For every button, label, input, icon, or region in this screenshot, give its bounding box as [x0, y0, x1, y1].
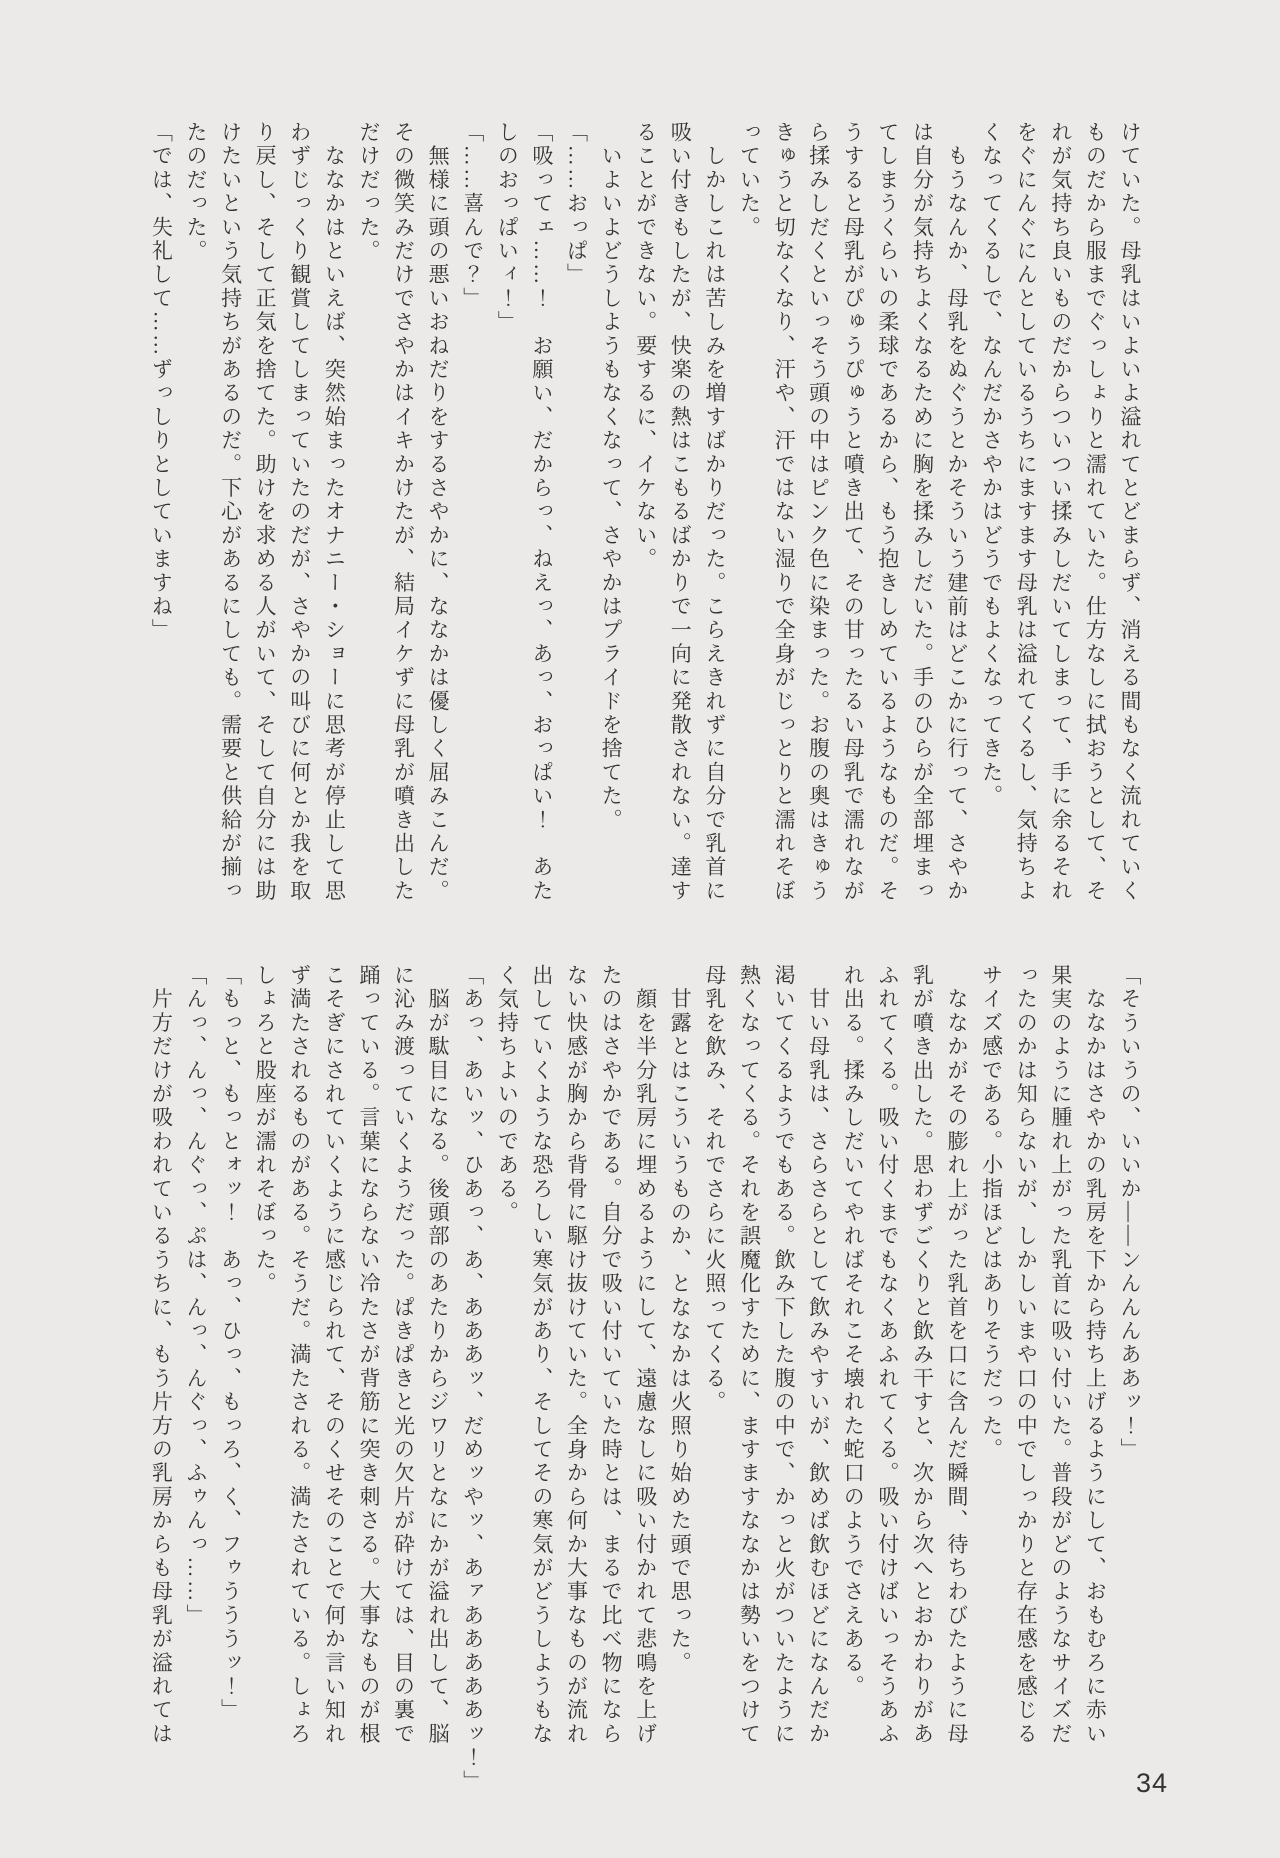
text-line: たのだった。	[183, 121, 208, 264]
text-line: ったのかは知らないが、しかしいまや口の中でしっかりと存在感を感じる	[1014, 964, 1039, 1747]
text-line: 甘い母乳は、さらさらとして飲みやすいが、飲めば飲むほどになんだか	[806, 964, 831, 1747]
text-line: れが気持ち良いものだからついつい揉みしだいてしまって、手に余るそれ	[1048, 121, 1073, 904]
text-line: もうなんか、母乳をぬぐうとかそういう建前はどこかに行って、さやか	[945, 121, 970, 904]
text-line: 「んっ、んっ、んぐっ、ぷは、んっ、んぐっ、ふゥんっ……」	[183, 964, 208, 1628]
text-line: ら揉みしだくといっそう頭の中はピンク色に染まった。お腹の奥はきゅう	[806, 121, 831, 904]
text-line: ななかがその膨れ上がった乳首を口に含んだ瞬間、待ちわびたように母	[945, 964, 970, 1747]
text-line: サイズ感である。小指ほどはありそうだった。	[979, 964, 1004, 1462]
text-line: 甘露とはこういうものか、とななかは火照り始めた頭で思った。	[668, 964, 693, 1675]
text-line: その微笑みだけでさやかはイキかけたが、結局イケずに母乳が噴き出した	[391, 121, 416, 904]
text-line: 「……喜んで？」	[460, 121, 485, 311]
text-line: 「では、失礼して……ずっしりとしていますね」	[149, 121, 174, 643]
text-line: に沁み渡っていくようだった。ぱきぱきと光の欠片が砕けては、目の裏で	[391, 964, 416, 1747]
text-line: ものだから服までぐっしょりと濡れていた。仕方なしに拭おうとして、そ	[1083, 121, 1108, 904]
text-line: をぐにんぐにんとしているうちにますます母乳は溢れてくるし、気持ちよ	[1014, 121, 1039, 904]
text-line: っていた。	[737, 121, 762, 240]
text-line: ることができない。要するに、イケない。	[633, 121, 658, 572]
text-line: けたいという気持ちがあるのだ。下心があるにしても。需要と供給が揃っ	[218, 121, 243, 904]
text-line: けていた。母乳はいよいよ溢れてとどまらず、消える間もなく流れていく	[1118, 121, 1142, 904]
text-line: てしまうくらいの柔球であるから、もう抱きしめているようなものだ。そ	[875, 121, 900, 904]
bottom-text-block	[144, 964, 1147, 1794]
text-line: 出していくような恐ろしい寒気があり、そしてその寒気がどうしようもな	[529, 964, 554, 1747]
text-line: は自分が気持ちよくなるために胸を揉みしだいた。手のひらが全部埋まっ	[910, 121, 935, 904]
text-line: 脳が駄目になる。後頭部のあたりからジワリとなにかが溢れ出して、脳	[426, 964, 451, 1747]
text-line: り戻し、そして正気を捨てた。助けを求める人がいて、そして自分には助	[253, 121, 278, 904]
text-line: 渇いてくるようでもある。飲み下した腹の中で、かっと火がついたように	[772, 964, 797, 1747]
text-line: 「吸ってェ……！ お願い、だからっ、ねえっ、あっ、おっぱい！ あた	[529, 121, 554, 904]
text-line: しのおっぱいィ！」	[495, 121, 520, 335]
top-text-block	[144, 121, 1147, 908]
text-line: ふれてくる。吸い付くまでもなくあふれてくる。吸い付けばいっそうあふ	[875, 964, 900, 1747]
text-line: 熱くなってくる。それを誤魔化すために、ますますななかは勢いをつけて	[737, 964, 762, 1747]
text-line: 「もっと、もっとォッ！ あっ、ひっ、もっろ、く、フゥうううッ！」	[218, 964, 243, 1723]
text-line: しょろと股座が濡れそぼった。	[253, 964, 278, 1296]
text-line: わずじっくり観賞してしまっていたのだが、さやかの叫びに何とか我を取	[287, 121, 312, 904]
text-line: 顔を半分乳房に埋めるようにして、遠慮なしに吸い付かれて悲鳴を上げ	[633, 964, 658, 1747]
text-line: ない快感が胸から背骨に駆け抜けていた。全身から何か大事なものが流れ	[564, 964, 589, 1747]
text-line: 母乳を飲み、それでさらに火照ってくる。	[702, 964, 727, 1415]
text-line: しかしこれは苦しみを増すばかりだった。こらえきれずに自分で乳首に	[702, 121, 727, 904]
text-line: 「そういうの、いいか――ンんんんああッ！」	[1118, 964, 1142, 1462]
text-line: 「……おっぱ」	[564, 121, 589, 287]
text-line: きゅうと切なくなり、汗や、汗ではない湿りで全身がじっとりと濡れそぼ	[772, 121, 797, 904]
text-line: く気持ちよいのである。	[495, 964, 520, 1225]
text-line: こそぎにされていくように感じられて、そのくせそのことで何か言い知れ	[322, 964, 347, 1747]
text-line: 「あっ、あいッ、ひあっ、あ、あああッ、だめッやッ、あァあああああッ！」	[460, 964, 485, 1794]
text-line: いよいよどうしようもなくなって、さやかはプライドを捨てた。	[599, 121, 624, 832]
text-line: ななかはといえば、突然始まったオナニー・ショーに思考が停止して思	[322, 121, 347, 904]
text-line: だけだった。	[356, 121, 381, 264]
text-line: れ出る。揉みしだいてやればそれこそ壊れた蛇口のようでさえある。	[841, 964, 866, 1699]
text-line: 踊っている。言葉にならない冷たさが背筋に突き刺さる。大事なものが根	[356, 964, 381, 1747]
text-line: 片方だけが吸われているうちに、もう片方の乳房からも母乳が溢れては	[149, 964, 174, 1747]
text-line: 乳が噴き出した。思わずごくりと飲み干すと、次から次へとおかわりがあ	[910, 964, 935, 1747]
text-line: たのはさやかである。自分で吸い付いていた時とは、まるで比べ物になら	[599, 964, 624, 1747]
page-number: 34	[1136, 1768, 1169, 1798]
text-line: うすると母乳がぴゅうぴゅうと噴き出て、その甘ったるい母乳で濡れなが	[841, 121, 866, 904]
text-line: 吸い付きもしたが、快楽の熱はこもるばかりで一向に発散されない。達す	[668, 121, 693, 904]
text-line: ず満たされるものがある。そうだ。満たされる。満たされている。しょろ	[287, 964, 312, 1747]
text-line: ななかはさやかの乳房を下から持ち上げるようにして、おもむろに赤い	[1083, 964, 1108, 1747]
text-line: くなってくるしで、なんだかさやかはどうでもよくなってきた。	[979, 121, 1004, 809]
text-line: 無様に頭の悪いおねだりをするさやかに、ななかは優しく屈みこんだ。	[426, 121, 451, 904]
text-line: 果実のように腫れ上がった乳首に吸い付いた。普段がどのようなサイズだ	[1048, 964, 1073, 1747]
